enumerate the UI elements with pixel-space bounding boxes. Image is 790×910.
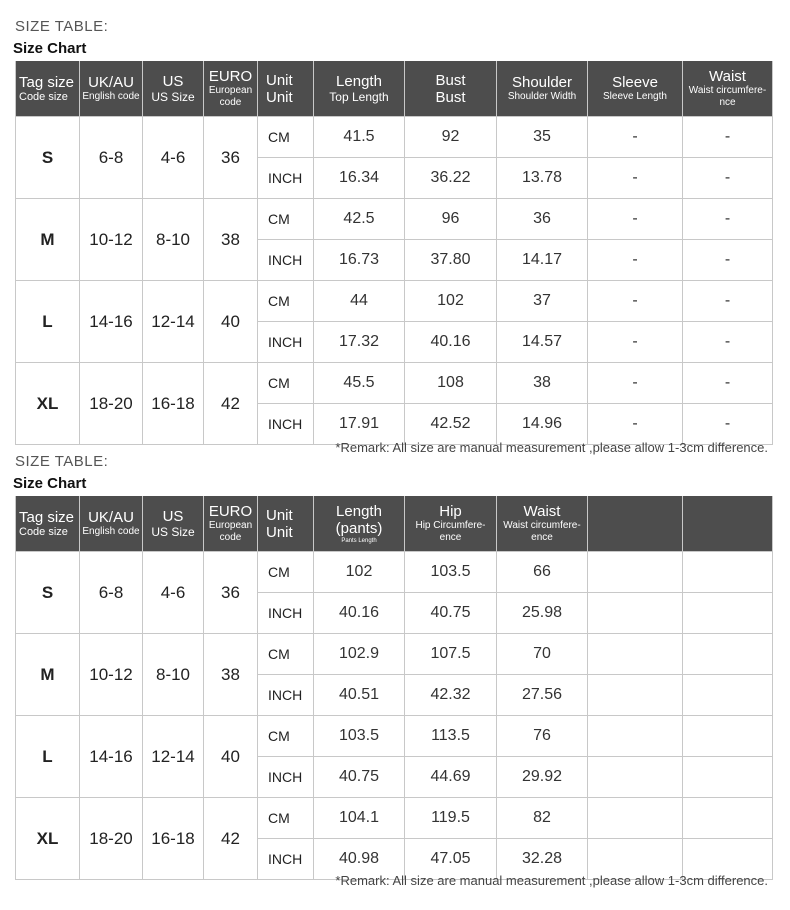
- measure-cell: [588, 716, 683, 757]
- euro-cell: 38: [204, 634, 258, 716]
- header-measure-5: [683, 61, 773, 117]
- header-main-label: US: [162, 507, 184, 525]
- measure-cell: 14.57: [497, 322, 588, 363]
- measure-cell: 42.32: [405, 675, 497, 716]
- measure-cell: 17.32: [314, 322, 405, 363]
- header-uk-au: [80, 61, 143, 117]
- header-row: [16, 496, 773, 552]
- measure-cell: -: [683, 199, 773, 240]
- size-chart-table: [15, 61, 773, 445]
- measure-cell: 45.5: [314, 363, 405, 404]
- uk-au-cell: 6-8: [80, 552, 143, 634]
- chart-label: Size Chart: [13, 475, 87, 492]
- measure-cell: -: [683, 240, 773, 281]
- measure-cell: 38: [497, 363, 588, 404]
- unit-cell: CM: [258, 552, 314, 593]
- measure-cell: -: [588, 281, 683, 322]
- unit-cell: INCH: [258, 593, 314, 634]
- euro-cell: 36: [204, 117, 258, 199]
- header-measure-2: [405, 61, 497, 117]
- measure-cell: -: [683, 117, 773, 158]
- measure-cell: 27.56: [497, 675, 588, 716]
- measure-cell: 119.5: [405, 798, 497, 839]
- header-unit: [258, 61, 314, 117]
- measure-cell: [588, 634, 683, 675]
- header-row: [16, 61, 773, 117]
- measure-cell: 40.75: [314, 757, 405, 798]
- header-measure-4: [588, 496, 683, 552]
- header-measure-2: [405, 496, 497, 552]
- header-sub-label: Waist circumfere-nce: [688, 85, 767, 108]
- uk-au-cell: 18-20: [80, 798, 143, 880]
- measure-cell: 76: [497, 716, 588, 757]
- header-main-label: Waist: [709, 68, 746, 85]
- header-main-label: EURO: [208, 68, 253, 85]
- unit-cell: CM: [258, 199, 314, 240]
- header-measure-1: [314, 496, 405, 552]
- header-sub-label: Bust: [435, 88, 466, 106]
- unit-cell: INCH: [258, 675, 314, 716]
- section-label: SIZE TABLE:: [15, 18, 109, 35]
- header-euro: [204, 496, 258, 552]
- chart-label: Size Chart: [13, 40, 87, 57]
- tag-size-cell: S: [16, 117, 80, 199]
- header-measure-3: [497, 61, 588, 117]
- size-chart-table: [15, 496, 773, 880]
- measure-cell: -: [588, 322, 683, 363]
- unit-cell: INCH: [258, 839, 314, 880]
- uk-au-cell: 10-12: [80, 634, 143, 716]
- measure-cell: 13.78: [497, 158, 588, 199]
- header-main-label: Unit: [266, 71, 293, 89]
- remark-text: *Remark: All size are manual measurement ,please allow 1-3cm difference.: [335, 440, 768, 455]
- measure-cell: 108: [405, 363, 497, 404]
- measure-cell: 104.1: [314, 798, 405, 839]
- uk-au-cell: 10-12: [80, 199, 143, 281]
- header-sub-label: Unit: [266, 88, 293, 106]
- tag-size-cell: L: [16, 716, 80, 798]
- section-label: SIZE TABLE:: [15, 453, 109, 470]
- unit-cell: CM: [258, 117, 314, 158]
- header-main-label: UK/AU: [88, 74, 134, 91]
- measure-cell: -: [683, 363, 773, 404]
- tag-size-cell: L: [16, 281, 80, 363]
- measure-cell: [588, 675, 683, 716]
- tag-size-cell: M: [16, 634, 80, 716]
- tag-size-cell: M: [16, 199, 80, 281]
- measure-cell: -: [588, 199, 683, 240]
- table-row: [16, 634, 773, 675]
- header-sub-label: Shoulder Width: [507, 91, 577, 102]
- measure-cell: -: [683, 281, 773, 322]
- measure-cell: 103.5: [314, 716, 405, 757]
- header-main-label: Waist: [523, 503, 561, 520]
- header-sub-label: European code: [208, 85, 253, 108]
- table-row: [16, 716, 773, 757]
- measure-cell: 41.5: [314, 117, 405, 158]
- unit-cell: CM: [258, 634, 314, 675]
- header-measure-3: [497, 496, 588, 552]
- euro-cell: 42: [204, 363, 258, 445]
- us-cell: 16-18: [143, 363, 204, 445]
- us-cell: 12-14: [143, 716, 204, 798]
- header-main-label: Hip: [439, 503, 462, 520]
- measure-cell: 40.75: [405, 593, 497, 634]
- header-main-label: Sleeve: [612, 74, 658, 91]
- measure-cell: 40.16: [405, 322, 497, 363]
- header-sub-label: Top Length: [329, 89, 389, 104]
- header-main-label: Bust: [435, 71, 466, 89]
- header-tag-size: [16, 61, 80, 117]
- header-main-label: Tag size: [19, 74, 75, 91]
- table-row: [16, 798, 773, 839]
- measure-cell: 47.05: [405, 839, 497, 880]
- measure-cell: 66: [497, 552, 588, 593]
- header-us: [143, 496, 204, 552]
- header-main-label: Shoulder: [511, 74, 573, 91]
- header-main-label: Length (pants): [335, 502, 383, 537]
- measure-cell: 44: [314, 281, 405, 322]
- measure-cell: 40.16: [314, 593, 405, 634]
- measure-cell: [588, 757, 683, 798]
- header-main-label: UK/AU: [88, 509, 134, 526]
- header-main-label: Unit: [266, 506, 293, 524]
- measure-cell: 44.69: [405, 757, 497, 798]
- us-cell: 16-18: [143, 798, 204, 880]
- measure-cell: 40.51: [314, 675, 405, 716]
- measure-cell: 17.91: [314, 404, 405, 445]
- us-cell: 12-14: [143, 281, 204, 363]
- measure-cell: -: [588, 117, 683, 158]
- us-cell: 8-10: [143, 634, 204, 716]
- measure-cell: -: [588, 158, 683, 199]
- header-measure-5: [683, 496, 773, 552]
- tag-size-cell: XL: [16, 798, 80, 880]
- euro-cell: 40: [204, 281, 258, 363]
- measure-cell: 16.73: [314, 240, 405, 281]
- measure-cell: -: [683, 404, 773, 445]
- header-sub-label: Hip Circumfere-ence: [415, 520, 486, 543]
- table-row: [16, 199, 773, 240]
- measure-cell: 103.5: [405, 552, 497, 593]
- measure-cell: -: [588, 240, 683, 281]
- header-sub-label: Code size: [19, 91, 68, 103]
- measure-cell: 14.17: [497, 240, 588, 281]
- header-sub-label: Unit: [266, 523, 293, 541]
- uk-au-cell: 14-16: [80, 716, 143, 798]
- measure-cell: 102: [314, 552, 405, 593]
- tag-size-cell: XL: [16, 363, 80, 445]
- measure-cell: [683, 798, 773, 839]
- remark-text: *Remark: All size are manual measurement ,please allow 1-3cm difference.: [335, 873, 768, 888]
- header-sub-label: European code: [208, 520, 253, 543]
- table-row: [16, 117, 773, 158]
- measure-cell: -: [588, 363, 683, 404]
- measure-cell: [588, 798, 683, 839]
- header-main-label: US: [162, 72, 184, 90]
- measure-cell: 42.52: [405, 404, 497, 445]
- table-row: [16, 363, 773, 404]
- measure-cell: [588, 552, 683, 593]
- measure-cell: 40.98: [314, 839, 405, 880]
- measure-cell: 29.92: [497, 757, 588, 798]
- measure-cell: -: [683, 158, 773, 199]
- measure-cell: -: [588, 404, 683, 445]
- header-main-label: Tag size: [19, 509, 75, 526]
- header-sub-label: Waist circumfere-ence: [503, 520, 581, 543]
- measure-cell: [683, 552, 773, 593]
- measure-cell: 42.5: [314, 199, 405, 240]
- measure-cell: 70: [497, 634, 588, 675]
- uk-au-cell: 18-20: [80, 363, 143, 445]
- header-sub-label: Pants Length: [341, 537, 377, 544]
- measure-cell: 82: [497, 798, 588, 839]
- header-us: [143, 61, 204, 117]
- measure-cell: [683, 634, 773, 675]
- unit-cell: CM: [258, 363, 314, 404]
- header-euro: [204, 61, 258, 117]
- unit-cell: INCH: [258, 158, 314, 199]
- unit-cell: INCH: [258, 404, 314, 445]
- us-cell: 4-6: [143, 117, 204, 199]
- euro-cell: 42: [204, 798, 258, 880]
- measure-cell: 35: [497, 117, 588, 158]
- measure-cell: [588, 593, 683, 634]
- euro-cell: 38: [204, 199, 258, 281]
- measure-cell: [683, 716, 773, 757]
- unit-cell: INCH: [258, 240, 314, 281]
- unit-cell: CM: [258, 716, 314, 757]
- measure-cell: [683, 757, 773, 798]
- header-measure-1: [314, 61, 405, 117]
- header-sub-label: Sleeve Length: [603, 91, 667, 102]
- measure-cell: 32.28: [497, 839, 588, 880]
- table-row: [16, 552, 773, 593]
- measure-cell: 113.5: [405, 716, 497, 757]
- measure-cell: 107.5: [405, 634, 497, 675]
- header-sub-label: English code: [82, 526, 140, 537]
- euro-cell: 36: [204, 552, 258, 634]
- header-main-label: EURO: [208, 503, 253, 520]
- measure-cell: 36.22: [405, 158, 497, 199]
- uk-au-cell: 6-8: [80, 117, 143, 199]
- unit-cell: CM: [258, 281, 314, 322]
- header-sub-label: US Size: [151, 89, 195, 104]
- us-cell: 4-6: [143, 552, 204, 634]
- measure-cell: 96: [405, 199, 497, 240]
- header-measure-4: [588, 61, 683, 117]
- measure-cell: 102: [405, 281, 497, 322]
- unit-cell: INCH: [258, 322, 314, 363]
- header-sub-label: US Size: [151, 524, 195, 539]
- unit-cell: CM: [258, 798, 314, 839]
- measure-cell: 14.96: [497, 404, 588, 445]
- measure-cell: -: [683, 322, 773, 363]
- header-unit: [258, 496, 314, 552]
- header-main-label: Length: [336, 72, 382, 90]
- measure-cell: 37.80: [405, 240, 497, 281]
- measure-cell: 37: [497, 281, 588, 322]
- euro-cell: 40: [204, 716, 258, 798]
- uk-au-cell: 14-16: [80, 281, 143, 363]
- header-sub-label: English code: [82, 91, 140, 102]
- us-cell: 8-10: [143, 199, 204, 281]
- unit-cell: INCH: [258, 757, 314, 798]
- measure-cell: 102.9: [314, 634, 405, 675]
- measure-cell: 36: [497, 199, 588, 240]
- table-row: [16, 281, 773, 322]
- measure-cell: 92: [405, 117, 497, 158]
- tag-size-cell: S: [16, 552, 80, 634]
- measure-cell: [683, 593, 773, 634]
- measure-cell: 25.98: [497, 593, 588, 634]
- header-uk-au: [80, 496, 143, 552]
- header-sub-label: Code size: [19, 526, 68, 538]
- measure-cell: 16.34: [314, 158, 405, 199]
- header-tag-size: [16, 496, 80, 552]
- measure-cell: [683, 675, 773, 716]
